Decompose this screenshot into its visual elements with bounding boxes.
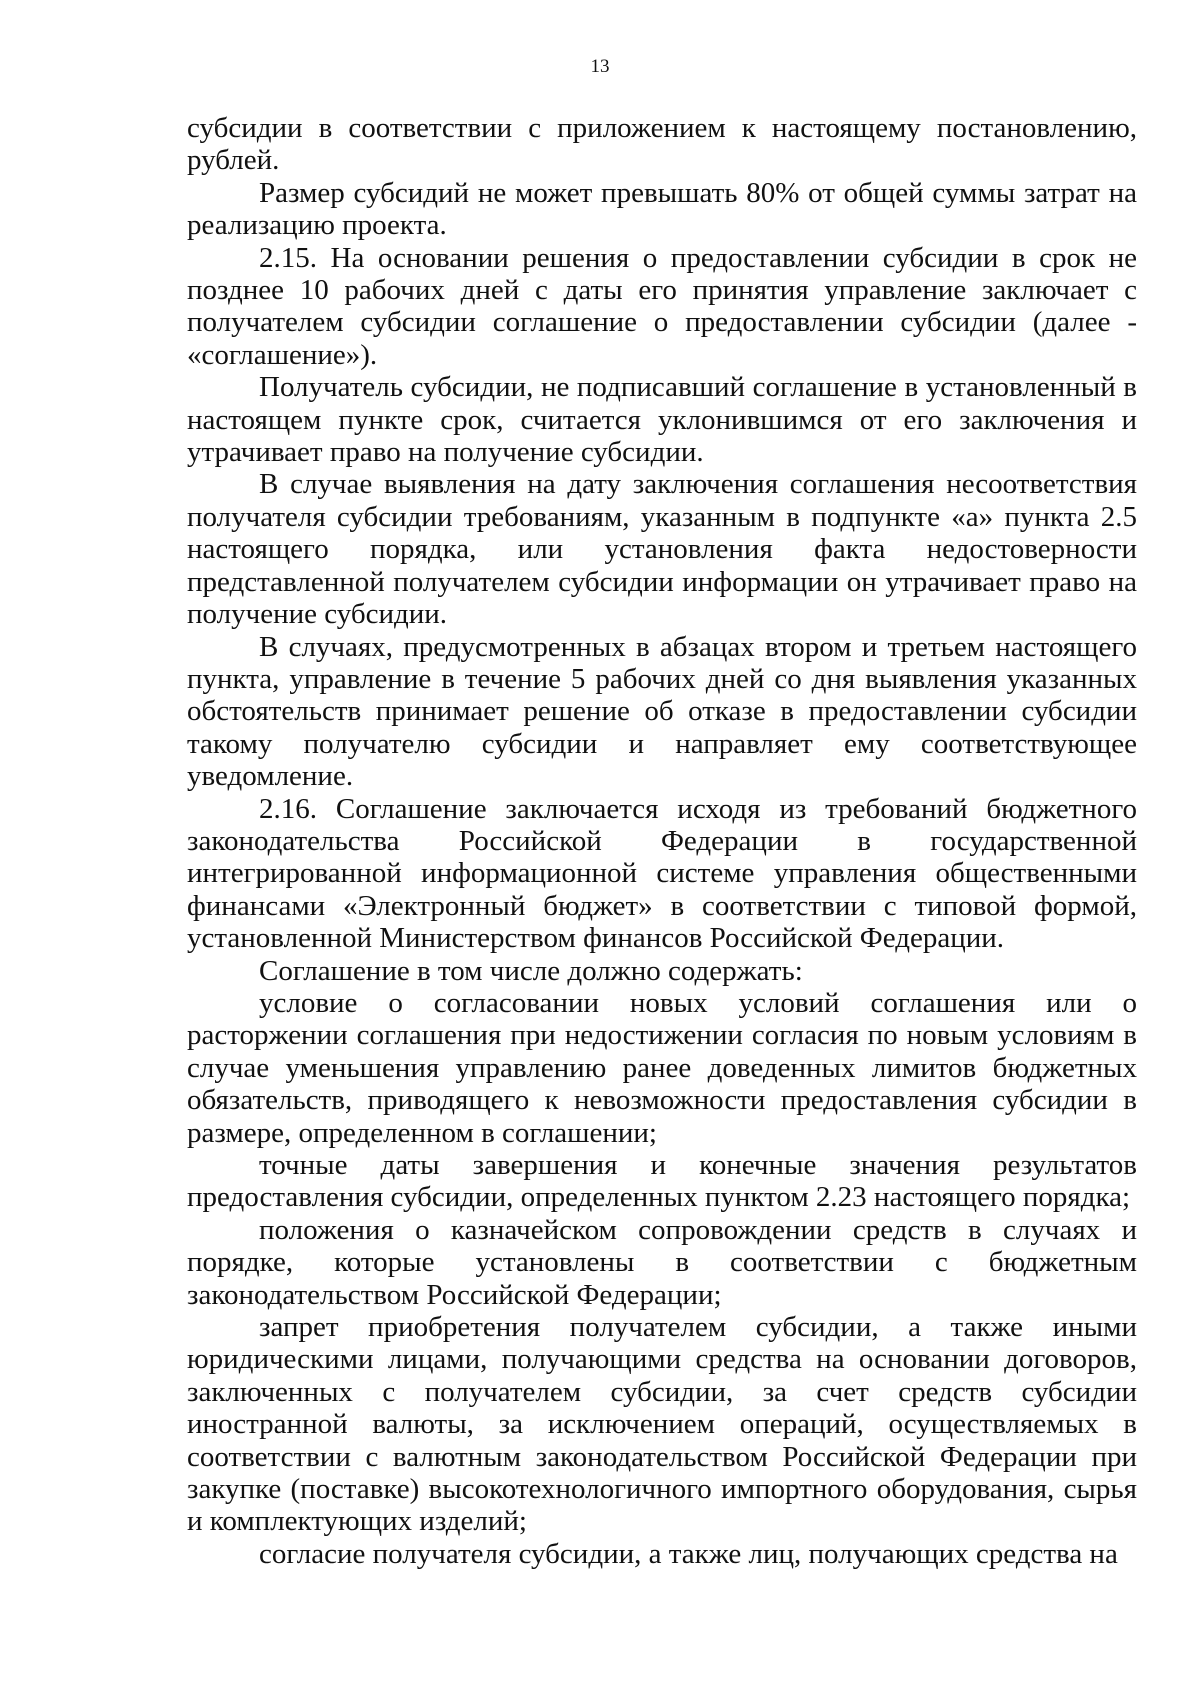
paragraph-agreement-contents: Соглашение в том числе должно содержать: <box>259 954 803 987</box>
paragraph-2-15: 2.15. На основании решения о предоставлении субсидии в срок не позднее 10 рабочих дней с даты его принятия управление заключает с получателем субсидии соглашение о предоставлении субсидии (далее - «соглашение»). <box>187 241 1137 371</box>
paragraph-subsidy-appendix: субсидии в соответствии с приложением к настоящему постановлению, рублей. <box>187 112 1137 177</box>
paragraph-unsigned-agreement: Получатель субсидии, не подписавший соглашение в установленный в настоящем пункте срок, считается уклонившимся от его заключения и утрачивает право на получение субсидии. <box>187 371 1137 469</box>
paragraph-consent: согласие получателя субсидии, а также лиц, получающих средства на <box>259 1537 1118 1570</box>
paragraph-exact-dates: точные даты завершения и конечные значения результатов предоставления субсидии, определенных пунктом 2.23 настоящего порядка; <box>187 1149 1137 1214</box>
paragraph-nonconformity: В случае выявления на дату заключения соглашения несоответствия получателя субсидии требованиям, указанным в подпункте «а» пункта 2.5 настоящего порядка, или установления факта недостоверности представленной получателем субсидии информации он утрачивает право на получение субсидии. <box>187 468 1137 631</box>
paragraph-2-16: 2.16. Соглашение заключается исходя из требований бюджетного законодательства Российской Федерации в государственной интегрированной информационной системе управления общественными финансами «Электронный бюджет» в соответствии с типовой формой, установленной Министерством финансов Российской Федерации. <box>187 792 1137 955</box>
document-body <box>187 112 1137 1570</box>
paragraph-treasury-support: положения о казначейском сопровождении средств в случаях и порядке, которые установлены в соответствии с бюджетным законодательством Российской Федерации; <box>187 1213 1137 1311</box>
paragraph-refusal-decision: В случаях, предусмотренных в абзацах втором и третьем настоящего пункта, управление в течение 5 рабочих дней со дня выявления указанных обстоятельств принимает решение об отказе в предоставлении субсидии такому получателю субсидии и направляет ему соответствующее уведомление. <box>187 630 1137 793</box>
paragraph-condition-limits: условие о согласовании новых условий соглашения или о расторжении соглашения при недостижении согласия по новым условиям в случае уменьшения управлению ранее доведенных лимитов бюджетных обязательств, приводящего к невозможности предоставления субсидии в размере, определенном в соглашении; <box>187 986 1137 1149</box>
paragraph-subsidy-limit: Размер субсидий не может превышать 80% от общей суммы затрат на реализацию проекта. <box>187 176 1137 242</box>
paragraph-currency-prohibition: запрет приобретения получателем субсидии, а также иными юридическими лицами, получающими средства на основании договоров, заключенных с получателем субсидии, за счет средств субсидии иностранной валюты, за исключением операций, осуществляемых в соответствии с валютным законодательством Российской Федерации при закупке (поставке) высокотехнологичного импортного оборудования, сырья и комплектующих изделий; <box>187 1311 1137 1538</box>
page-number: 13 <box>590 56 610 77</box>
